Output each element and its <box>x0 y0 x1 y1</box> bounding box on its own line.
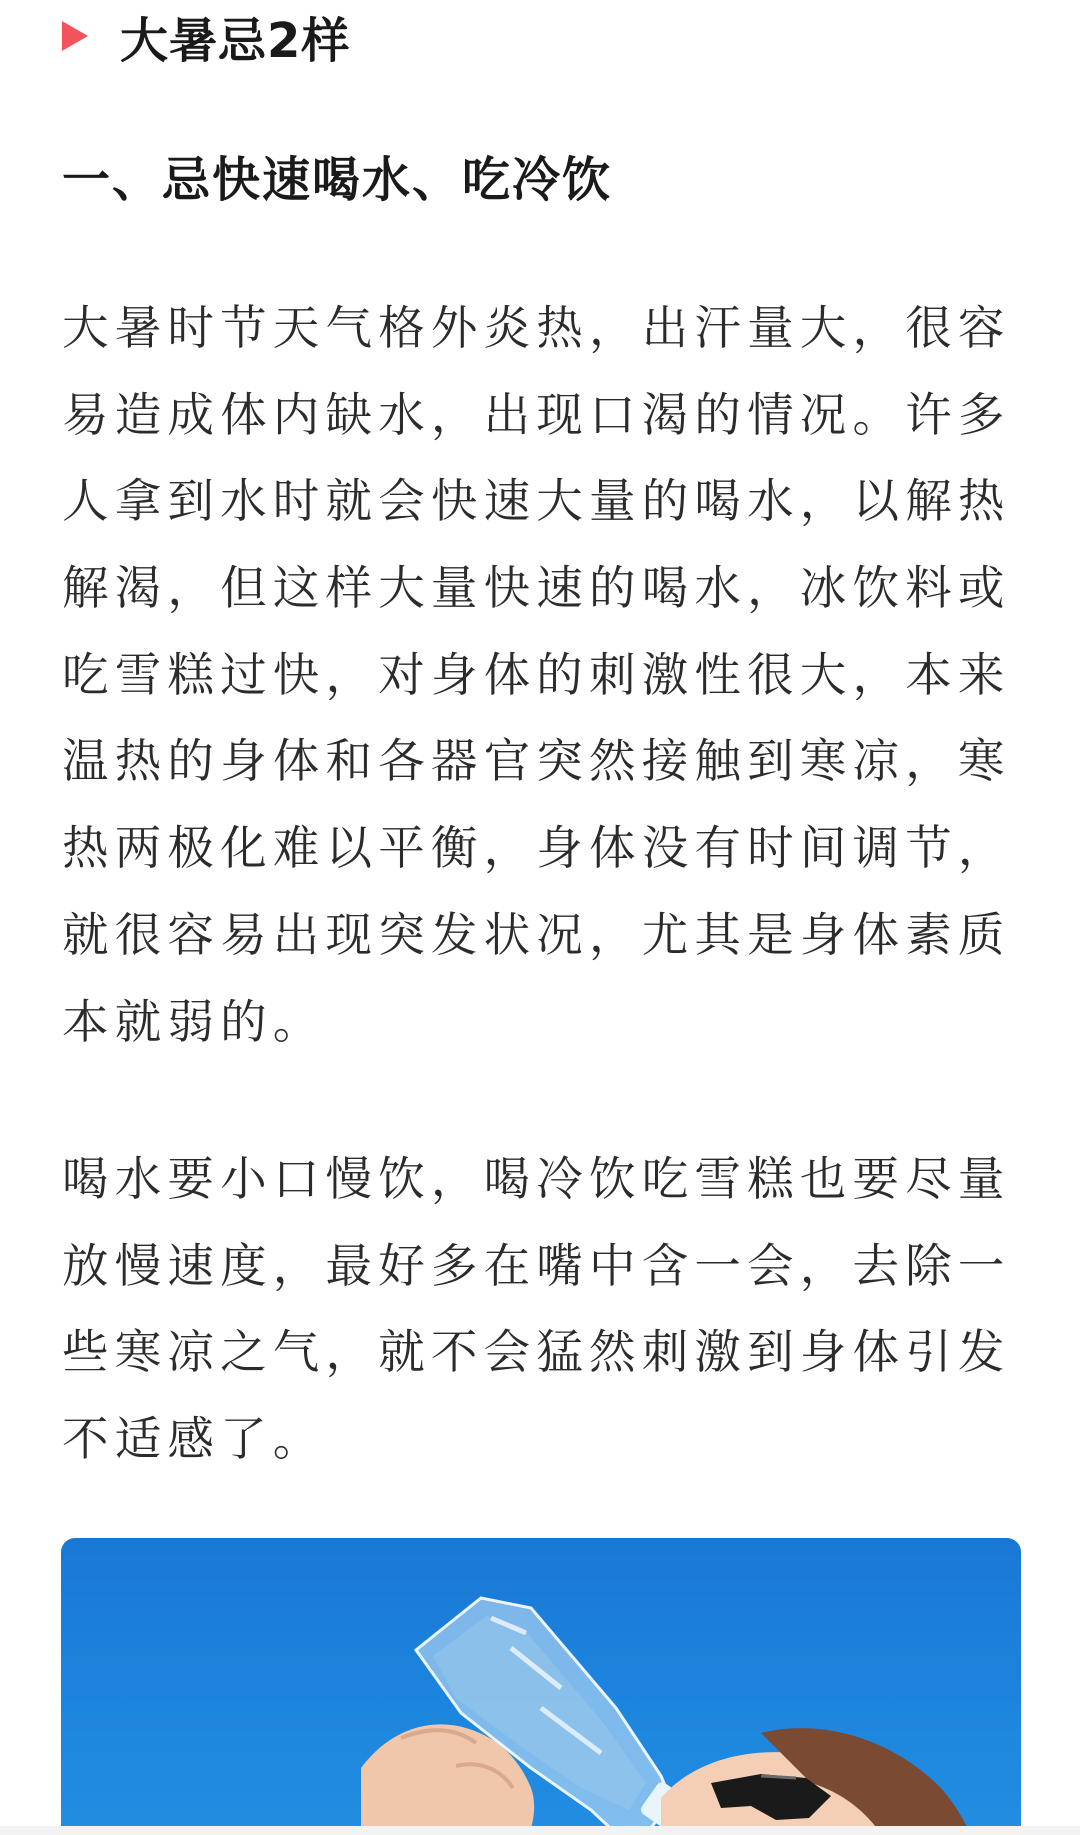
paragraph-line: 就很容易出现突发状况，尤其是身体素质 <box>62 907 1011 962</box>
section-title: 大暑忌2样 <box>120 12 351 69</box>
paragraph-line: 放慢速度，最好多在嘴中含一会，去除一 <box>62 1238 1011 1293</box>
section-header <box>62 4 350 68</box>
face <box>661 1728 981 1835</box>
paragraph-line: 不适感了。 <box>62 1412 326 1467</box>
paragraph-line: 解渴，但这样大量快速的喝水，冰饮料或 <box>62 561 1011 616</box>
woman-drinking-water-image <box>61 1538 1021 1835</box>
paragraph-1 <box>62 285 1022 1065</box>
article-photo <box>61 1538 1021 1835</box>
paragraph-line: 温热的身体和各器官突然接触到寒凉，寒 <box>62 734 1011 789</box>
paragraph-line: 热两极化难以平衡，身体没有时间调节， <box>62 821 1011 876</box>
paragraph-line: 些寒凉之气，就不会猛然刺激到身体引发 <box>62 1325 1011 1380</box>
bottom-edge <box>0 1826 1080 1835</box>
paragraph-line: 吃雪糕过快，对身体的刺激性很大，本来 <box>62 647 1011 702</box>
paragraph-line: 易造成体内缺水，出现口渴的情况。许多 <box>62 387 1011 442</box>
paragraph-line: 人拿到水时就会快速大量的喝水，以解热 <box>62 474 1011 529</box>
play-arrow-icon <box>62 21 88 51</box>
paragraph-line: 本就弱的。 <box>62 994 326 1049</box>
paragraph-2 <box>62 1136 1022 1483</box>
sub-heading: 一、忌快速喝水、吃冷饮 <box>62 152 613 208</box>
paragraph-line: 喝水要小口慢饮，喝冷饮吃雪糕也要尽量 <box>62 1152 1011 1206</box>
paragraph-line: 大暑时节天气格外炎热，出汗量大，很容 <box>62 301 1011 355</box>
